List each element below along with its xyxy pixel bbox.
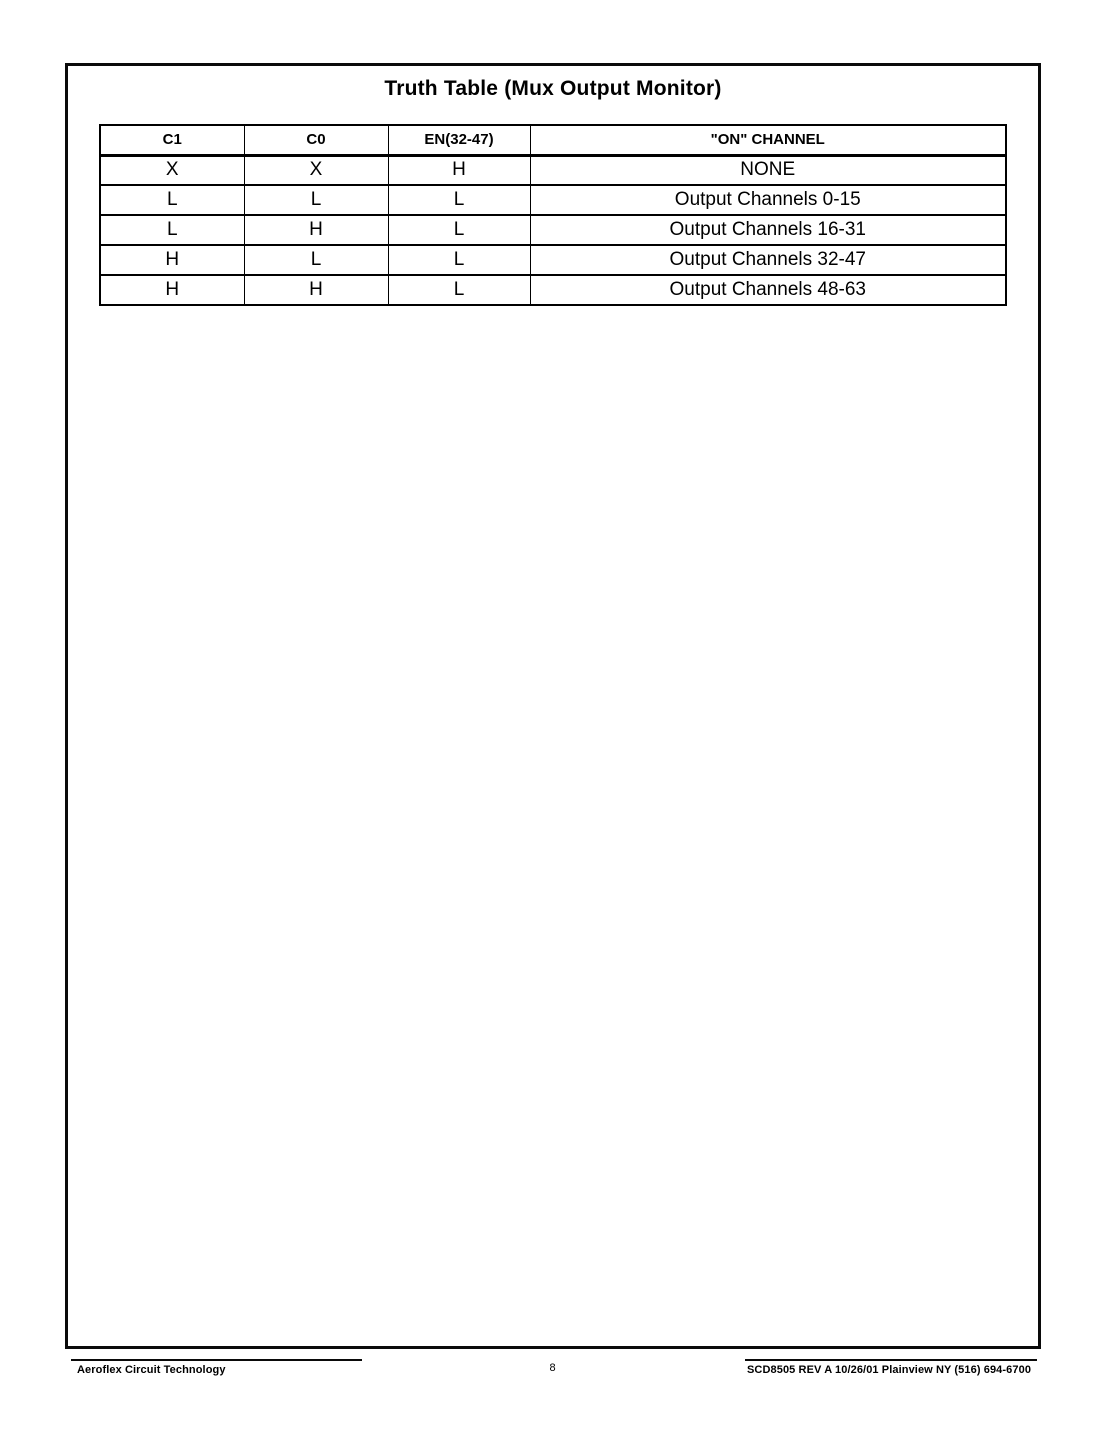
truth-table-header bbox=[100, 125, 1006, 155]
footer-company-name: Aeroflex Circuit Technology bbox=[77, 1364, 226, 1376]
page-number: 8 bbox=[549, 1362, 556, 1374]
table-cell: L bbox=[100, 185, 244, 215]
table-cell: H bbox=[244, 215, 388, 245]
header-row bbox=[100, 125, 1006, 155]
table-cell: Output Channels 0-15 bbox=[530, 185, 1006, 215]
footer-doc-info: SCD8505 REV A 10/26/01 Plainview NY (516) 694-6700 bbox=[747, 1364, 1032, 1376]
table-cell: X bbox=[100, 155, 244, 185]
column-header-c0: C0 bbox=[244, 125, 388, 155]
table-cell: X bbox=[244, 155, 388, 185]
table-row bbox=[100, 245, 1006, 275]
page-title: Truth Table (Mux Output Monitor) bbox=[384, 77, 722, 100]
page-frame bbox=[65, 63, 1041, 1349]
table-row bbox=[100, 155, 1006, 185]
table-cell: H bbox=[388, 155, 530, 185]
table-cell: L bbox=[100, 215, 244, 245]
table-row bbox=[100, 215, 1006, 245]
table-row bbox=[100, 185, 1006, 215]
table-row bbox=[100, 275, 1006, 305]
table-cell: H bbox=[244, 275, 388, 305]
table-cell: L bbox=[244, 245, 388, 275]
table-cell: H bbox=[100, 275, 244, 305]
table-cell: H bbox=[100, 245, 244, 275]
table-cell: Output Channels 48-63 bbox=[530, 275, 1006, 305]
truth-table bbox=[99, 124, 1007, 306]
table-cell: L bbox=[388, 275, 530, 305]
table-cell: Output Channels 16-31 bbox=[530, 215, 1006, 245]
truth-table-body bbox=[100, 155, 1006, 305]
column-header-c1: C1 bbox=[100, 125, 244, 155]
footer-rule-left bbox=[71, 1359, 362, 1361]
table-cell: Output Channels 32-47 bbox=[530, 245, 1006, 275]
table-cell: NONE bbox=[530, 155, 1006, 185]
column-header-en: EN(32-47) bbox=[388, 125, 530, 155]
table-cell: L bbox=[244, 185, 388, 215]
table-cell: L bbox=[388, 215, 530, 245]
table-cell: L bbox=[388, 245, 530, 275]
footer-rule-right bbox=[745, 1359, 1037, 1361]
column-header-on-channel: "ON" CHANNEL bbox=[530, 125, 1006, 155]
table-cell: L bbox=[388, 185, 530, 215]
